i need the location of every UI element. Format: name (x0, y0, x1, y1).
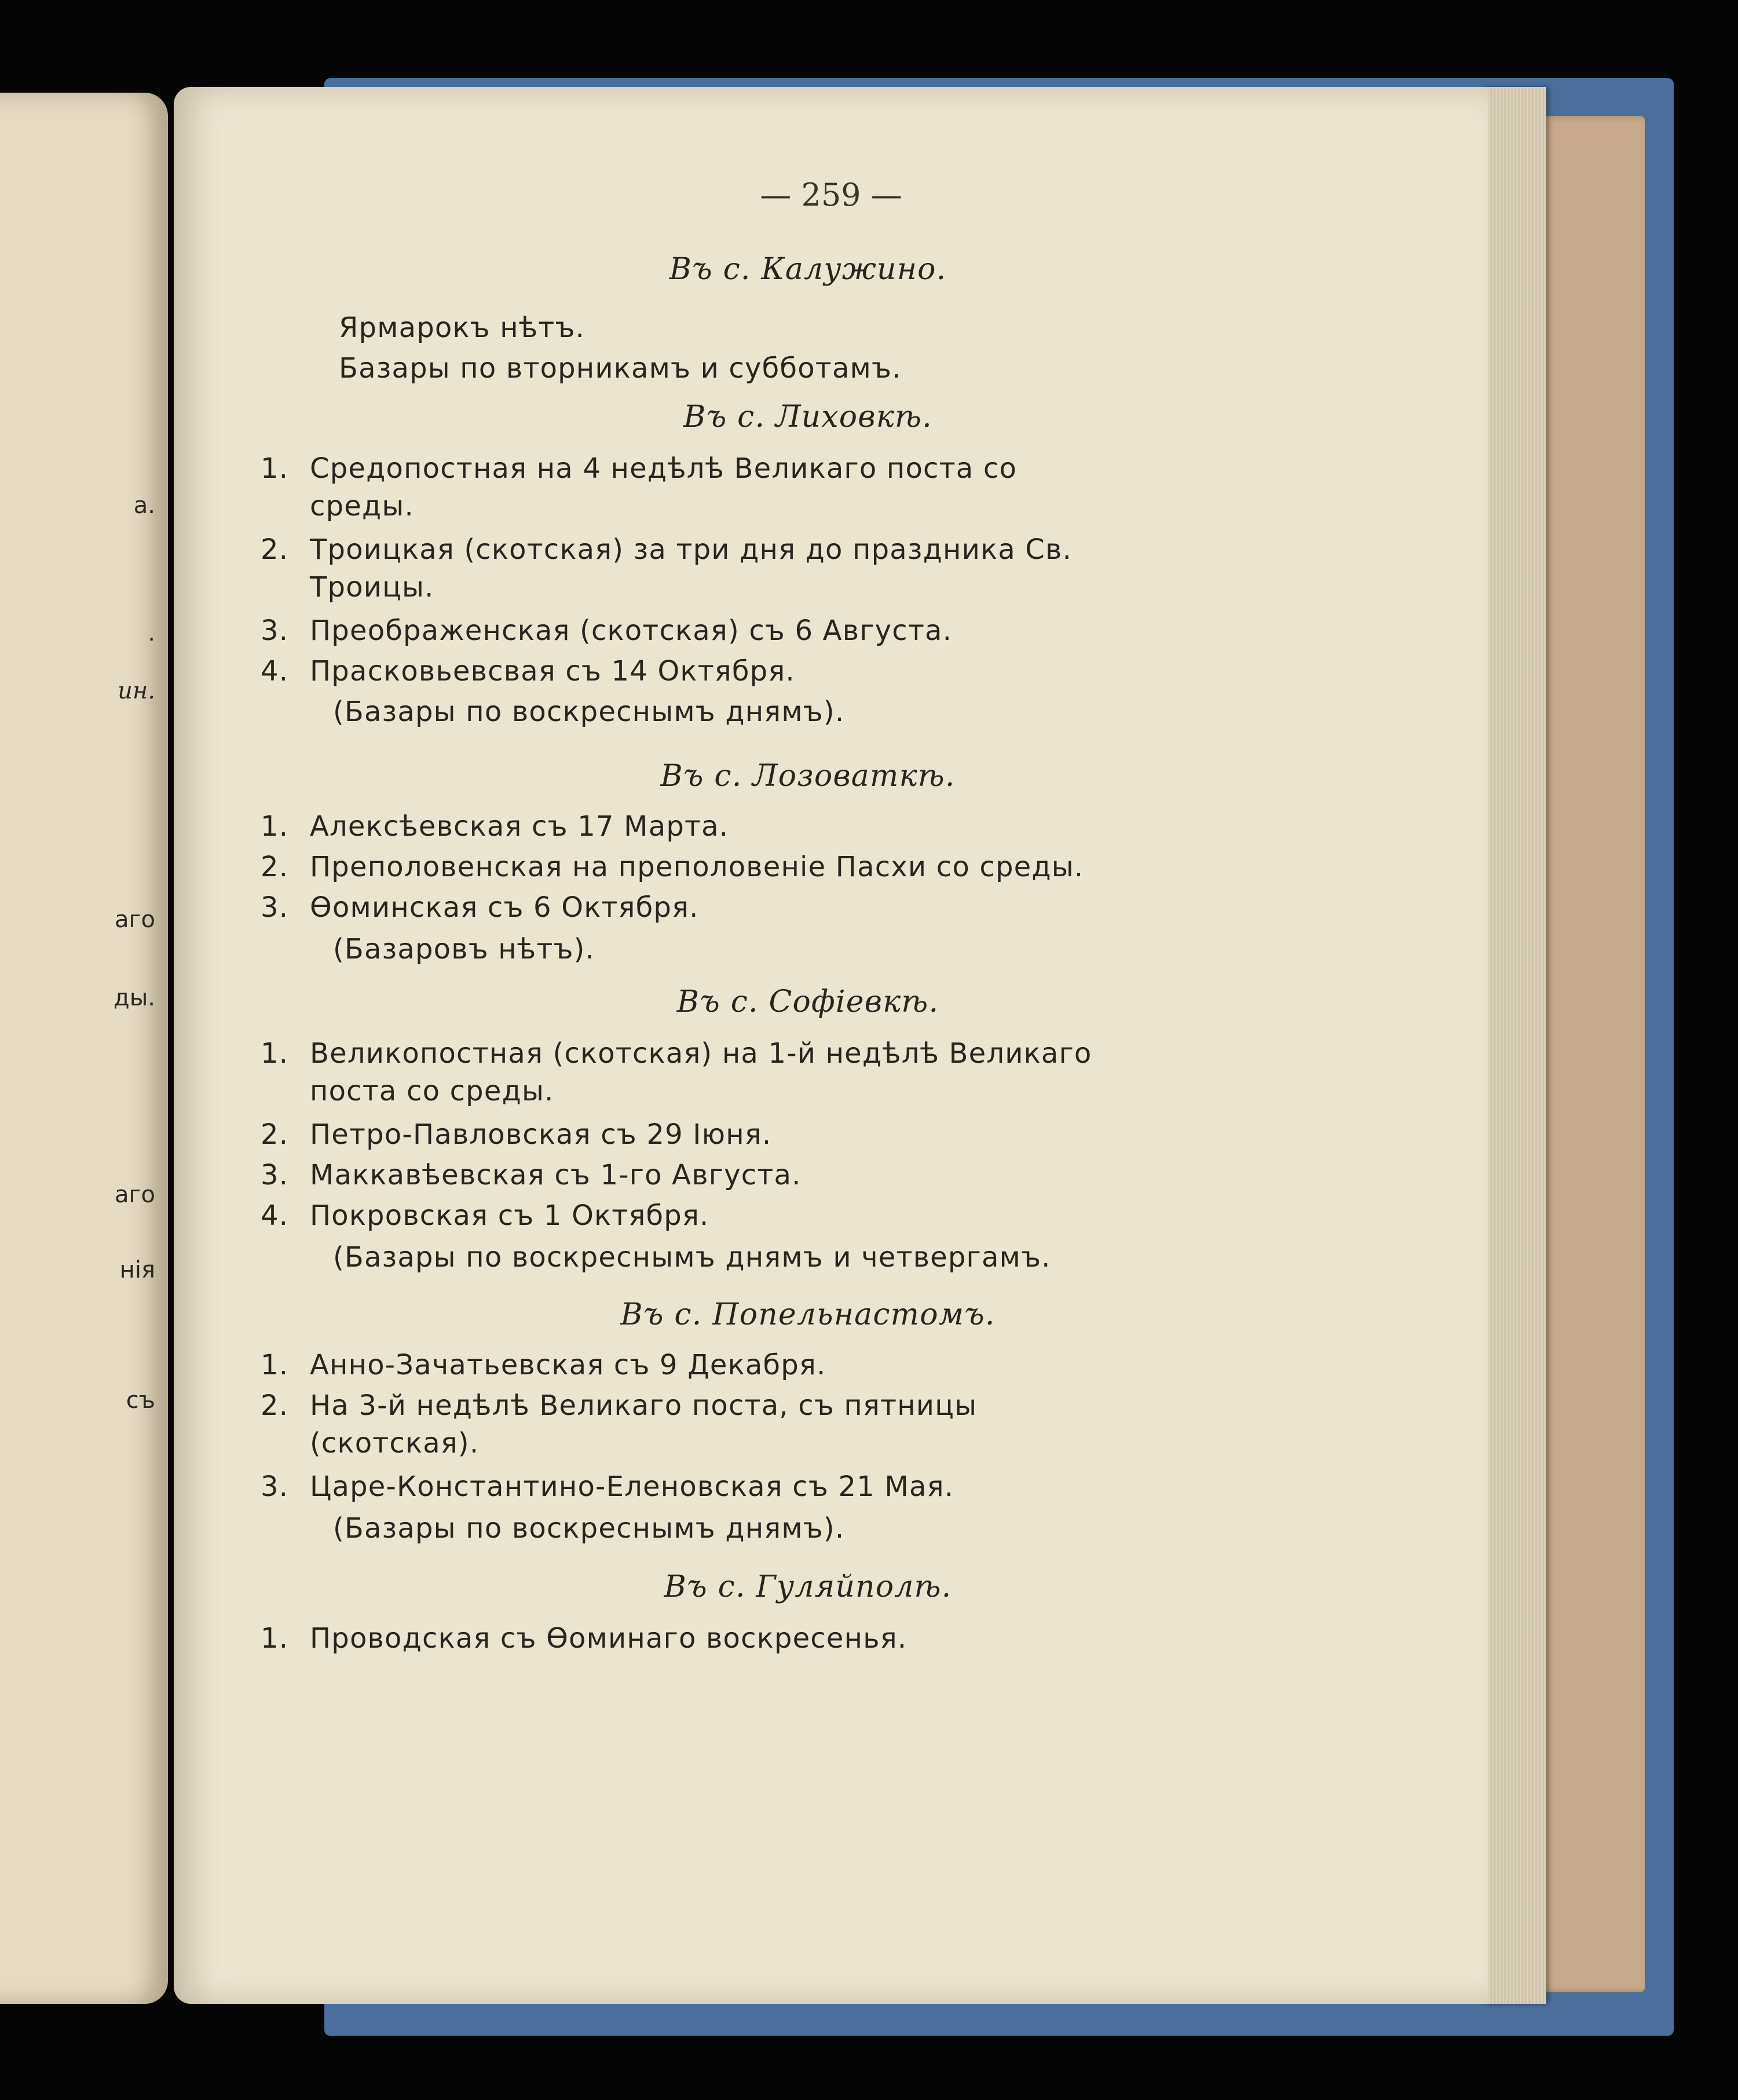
left-page-fragment: аго (115, 906, 155, 933)
item-text: Преображенская (скотская) съ 6 Августа. (310, 614, 953, 647)
item-text: На 3-й недѣлѣ Великаго поста, съ пятницы (310, 1389, 978, 1422)
list-item (261, 1199, 709, 1232)
list-item (261, 1470, 954, 1503)
item-text: Ѳоминская съ 6 Октября. (310, 891, 699, 924)
item-text: Анно-Зачатьевская съ 9 Декабря. (310, 1349, 826, 1381)
section-heading: Въ с. Калужино. (669, 252, 947, 287)
item-text: Преполовенская на преполовеніе Пасхи со среды. (310, 851, 1084, 883)
right-page (174, 87, 1488, 2004)
list-item (261, 1389, 978, 1422)
cover-board (1529, 116, 1645, 1992)
item-number: 3. (261, 891, 289, 924)
list-item (261, 891, 699, 924)
section-heading: Въ с. Лозоваткѣ. (660, 759, 956, 793)
section-heading: Въ с. Софіевкѣ. (676, 985, 939, 1019)
page-edges (1483, 87, 1546, 2004)
item-continuation: поста со среды. (310, 1075, 554, 1107)
item-number: 1. (261, 1349, 289, 1381)
left-page-fragment: ды. (114, 985, 155, 1011)
item-text: Алексѣевская съ 17 Марта. (310, 810, 729, 843)
section-heading: Въ с. Гуляйполѣ. (664, 1569, 952, 1604)
list-item (261, 1622, 908, 1655)
item-number: 3. (261, 1470, 289, 1503)
list-item (261, 1118, 772, 1151)
item-text: Прасковьевсвая съ 14 Октября. (310, 655, 795, 687)
item-number: 1. (261, 810, 289, 843)
item-text: Средопостная на 4 недѣлѣ Великаго поста со (310, 452, 1018, 485)
left-page-fragment: аго (115, 1181, 155, 1208)
list-item (261, 657, 795, 685)
item-continuation: Троицы. (310, 571, 434, 603)
bazaar-note: (Базары по воскреснымъ днямъ). (333, 696, 845, 728)
list-item (261, 1351, 826, 1379)
item-text: Царе-Константино-Еленовская съ 21 Мая. (310, 1470, 954, 1503)
list-item (261, 1161, 802, 1189)
item-number: 2. (261, 851, 289, 883)
item-text: Покровская съ 1 Октября. (310, 1199, 709, 1232)
left-page-fragment: . (148, 620, 155, 646)
list-item (261, 533, 1072, 566)
item-continuation: среды. (310, 490, 414, 522)
bazaar-note: (Базары по воскреснымъ днямъ). (333, 1512, 845, 1545)
bazaar-note: (Базаровъ нѣтъ). (333, 933, 595, 965)
item-text: Троицкая (скотская) за три дня до праздника Св. (310, 533, 1072, 566)
item-number: 3. (261, 614, 289, 647)
item-number: 2. (261, 1389, 289, 1422)
left-page-fragment: нія (119, 1257, 155, 1283)
text-line: Ярмарокъ нѣтъ. (339, 312, 586, 344)
item-number: 4. (261, 655, 289, 687)
item-number: 1. (261, 1622, 289, 1655)
list-item (261, 1037, 1092, 1070)
item-text: Великопостная (скотская) на 1-й недѣлѣ Великаго (310, 1037, 1092, 1070)
item-number: 2. (261, 533, 289, 566)
left-page (0, 93, 168, 2004)
item-number: 2. (261, 1118, 289, 1151)
page-number: — 259 — (760, 177, 902, 213)
item-text: Маккавѣевская съ 1-го Августа. (310, 1159, 802, 1191)
list-item (261, 810, 729, 843)
item-text: Проводская съ Ѳоминаго воскресенья. (310, 1622, 908, 1655)
list-item (261, 853, 1084, 881)
left-page-fragment: а. (133, 492, 155, 519)
bazaar-note: (Базары по воскреснымъ днямъ и четвергамъ. (333, 1241, 1051, 1274)
list-item (261, 452, 1018, 485)
item-continuation: (скотская). (310, 1427, 480, 1459)
item-text: Петро-Павловская съ 29 Іюня. (310, 1118, 772, 1151)
item-number: 1. (261, 1037, 289, 1070)
left-page-fragment: ин. (118, 678, 155, 704)
item-number: 4. (261, 1199, 289, 1232)
item-number: 1. (261, 452, 289, 485)
text-line: Базары по вторникамъ и субботамъ. (339, 352, 902, 385)
item-number: 3. (261, 1159, 289, 1191)
left-page-fragment: съ (126, 1387, 155, 1414)
list-item (261, 614, 953, 647)
section-heading: Въ с. Лиховкѣ. (683, 400, 932, 434)
section-heading: Въ с. Попельнастомъ. (620, 1297, 996, 1332)
